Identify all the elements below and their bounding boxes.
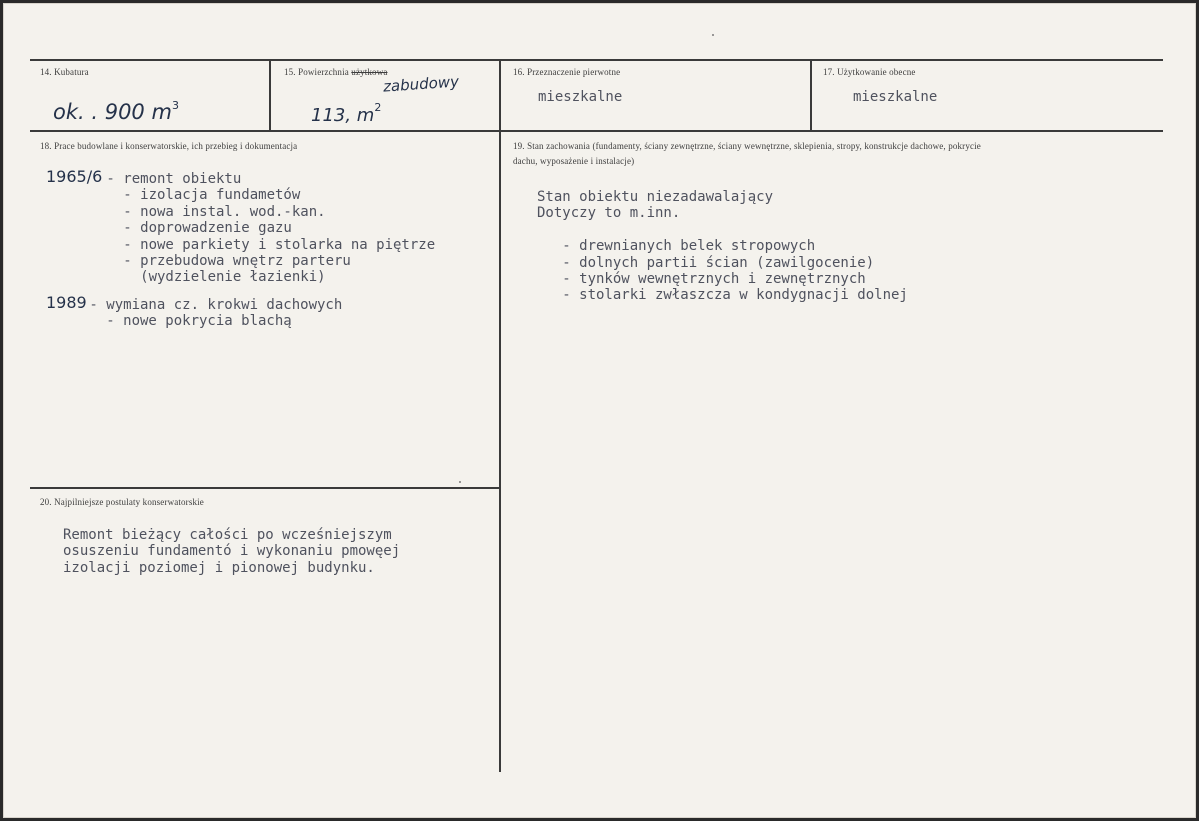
powierzchnia-correction: zabudowy [382,72,460,96]
powierzchnia-label-prefix: 15. Powierzchnia [284,67,349,77]
powierzchnia-number: 113, m [311,105,375,126]
col-rule-1 [269,59,271,131]
col-rule-3 [810,59,812,131]
stan-label: 19. Stan zachowania (fundamenty, ściany zewnętrzne, ściany wewnętrzne, sklepienia, stropy, konstrukcje dachowe, pokrycie dachu, wyposażenie i instalacje) [513,141,981,166]
prace-year-1965: 1965/6 [46,167,103,186]
row-rule-2 [30,487,500,489]
przeznaczenie-value: mieszkalne [538,89,623,105]
top-rule [30,59,1163,61]
kubatura-value [53,99,179,124]
record-card [3,3,1196,818]
powierzchnia-value [311,101,381,126]
postulaty-label: 20. Najpilniejsze postulaty konserwatorskie [40,497,204,507]
przeznaczenie-label: 16. Przeznaczenie pierwotne [513,67,621,77]
powierzchnia-label [284,65,388,80]
speck [712,34,714,36]
uzytkowanie-value: mieszkalne [853,89,938,105]
row-rule-1 [30,130,1163,132]
speck [459,481,461,483]
postulaty-text: Remont bieżący całości po wcześniejszym osuszeniu fundamentó i wykonaniu pmowęej izolacji poziomej i pionowej budynku. [63,527,401,576]
prace-year-1989: 1989 [46,293,87,312]
kubatura-number: ok. . 900 m [53,100,172,124]
prace-label: 18. Prace budowlane i konserwatorskie, ich przebieg i dokumentacja [40,141,298,151]
powierzchnia-exponent: 2 [374,101,382,114]
col-rule-2 [499,59,501,772]
prace-entries-1989: - wymiana cz. krokwi dachowych - nowe pokrycia blachą [89,297,343,330]
powierzchnia-label-struck: użytkowa [351,67,388,77]
prace-entries-1965: - remont obiektu - izolacja fundametów - nowa instal. wod.-kan. - doprowadzenie gazu - nowe parkiety i stolarka na piętrze - przebudowa wnętrz parteru (wydzielenie łazienki) [106,171,436,286]
stan-text: Stan obiektu niezadawalający Dotyczy to m.inn. - drewnianych belek stropowych - dolnych partii ścian (zawilgocenie) - tynków wewnętrznych i zewnętrznych - stolarki zwłaszcza w kondygnacji dolnej [537,189,908,304]
kubatura-label: 14. Kubatura [40,67,89,77]
uzytkowanie-label: 17. Użytkowanie obecne [823,67,916,77]
kubatura-exponent: 3 [171,99,179,112]
